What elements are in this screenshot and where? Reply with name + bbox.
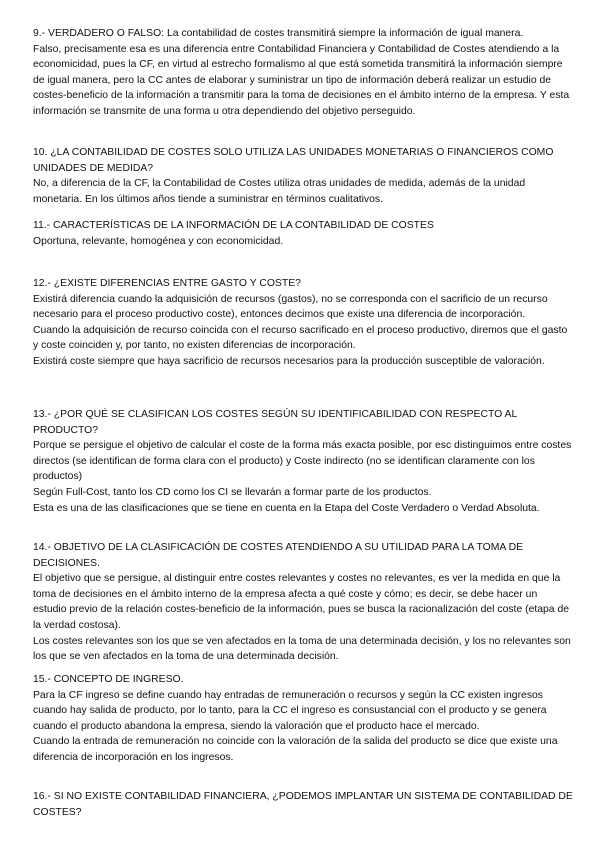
section-16 bbox=[33, 789, 573, 820]
answer-12-p3: Existirá coste siempre que haya sacrificio de recursos necesarios para la producción susceptible de valoración. bbox=[33, 355, 545, 367]
section-12 bbox=[33, 276, 573, 370]
section-9 bbox=[33, 26, 573, 120]
question-11: 11.- CARACTERÍSTICAS DE LA INFORMACIÓN DE LA CONTABILIDAD DE COSTES bbox=[33, 220, 434, 231]
question-16: 16.- SI NO EXISTE CONTABILIDAD FINANCIERA, ¿PODEMOS IMPLANTAR UN SISTEMA DE CONTABILIDAD DE COSTES? bbox=[33, 791, 573, 818]
question-14: 14.- OBJETIVO DE LA CLASIFICACIÓN DE COSTES ATENDIENDO A SU UTILIDAD PARA LA TOMA DE DECISIONES. bbox=[33, 542, 524, 569]
section-11 bbox=[33, 218, 573, 249]
answer-14-p1: El objetivo que se persigue, al distinguir entre costes relevantes y costes no relevantes, es ver la medida en que la toma de decisiones en el ámbito interno de la empresa afecta a qué coste y cómo; es decir, se debe hacer un estudio previo de la relación costes-beneficio de la información, pues se busca la racionalización del coste (etapa de la verdad costosa). bbox=[33, 573, 570, 631]
answer-12-p1: Existirá diferencia cuando la adquisición de recursos (gastos), no se corresponda con el sacrificio de un recurso necesario para el proceso productivo coste), entonces decimos que existe una diferencia de incorporación. bbox=[33, 293, 548, 321]
answer-10-p1: No, a diferencia de la CF, la Contabilidad de Costes utiliza otras unidades de medida, además de la unidad monetaria. En los últimos años tiende a suministrar en términos cualitativos. bbox=[33, 178, 526, 205]
section-10 bbox=[33, 145, 573, 207]
question-10: 10. ¿LA CONTABILIDAD DE COSTES SOLO UTILIZA LAS UNIDADES MONETARIAS O FINANCIEROS COMO UNIDADES DE MEDIDA? bbox=[33, 147, 554, 174]
answer-15-p2: Cuando la entrada de remuneración no coincide con la valoración de la salida del producto se dice que existe una diferencia de incorporación en los ingresos. bbox=[33, 736, 558, 763]
answer-13-p3: Esta es una de las clasificaciones que se tiene en cuenta en la Etapa del Coste Verdadero o Verdad Absoluta. bbox=[33, 502, 540, 514]
section-14 bbox=[33, 540, 573, 665]
answer-13-p2: Según Full-Cost, tanto los CD como los CI se llevarán a formar parte de los productos. bbox=[33, 486, 432, 498]
answer-9-p1: Falso, precisamente esa es una diferencia entre Contabilidad Financiera y Contabilidad de Costes atendiendo a la economicidad, pues la CF, en virtud al estrecho formalismo al que está sometida transmitirá la información siempre de igual manera, pero la CC antes de elaborar y suministrar un tipo de información deberá realizar un estudio de costes-beneficio de la información a transmitir para la toma de decisiones en el ámbito interno de la empresa. Y esta información se transmite de una forma u otra dependiendo del objetivo perseguido. bbox=[33, 43, 570, 117]
answer-11-p1: Oportuna, relevante, homogénea y con economicidad. bbox=[33, 235, 284, 247]
question-15: 15.- CONCEPTO DE INGRESO. bbox=[33, 674, 184, 685]
section-13 bbox=[33, 407, 573, 516]
question-13: 13.- ¿POR QUÉ SE CLASIFICAN LOS COSTES SEGÚN SU IDENTIFICABILIDAD CON RESPECTO AL PRODUCTO? bbox=[33, 409, 517, 436]
answer-12-p2: Cuando la adquisición de recurso coincida con el recurso sacrificado en el proceso productivo, diremos que el gasto y coste coinciden y, por tanto, no existen diferencias de incorporación. bbox=[33, 324, 568, 352]
answer-15-p1: Para la CF ingreso se define cuando hay entradas de remuneración o recursos y según la CC existen ingresos cuando hay salida de producto, por lo tanto, para la CC el ingreso es consustancial con el producto y se genera cuando el producto abandona la empresa, siendo la valoración que el producto hace el mercado. bbox=[33, 689, 547, 732]
question-12: 12.- ¿EXISTE DIFERENCIAS ENTRE GASTO Y COSTE? bbox=[33, 278, 301, 289]
section-15 bbox=[33, 672, 573, 766]
answer-13-p1: Porque se persigue el objetivo de calcular el coste de la forma más exacta posible, por esc distinguimos entre costes directos (se identifican de forma clara con el producto) y Coste indirecto (no se identifican claramente con los productos) bbox=[33, 440, 572, 483]
answer-14-p2: Los costes relevantes son los que se ven afectados en la toma de una determinada decisión, y los no relevantes son los que se ven afectados en la toma de una determinada decisión. bbox=[33, 635, 571, 663]
question-9: 9.- VERDADERO O FALSO: La contabilidad de costes transmitirá siempre la información de igual manera. bbox=[33, 28, 524, 39]
